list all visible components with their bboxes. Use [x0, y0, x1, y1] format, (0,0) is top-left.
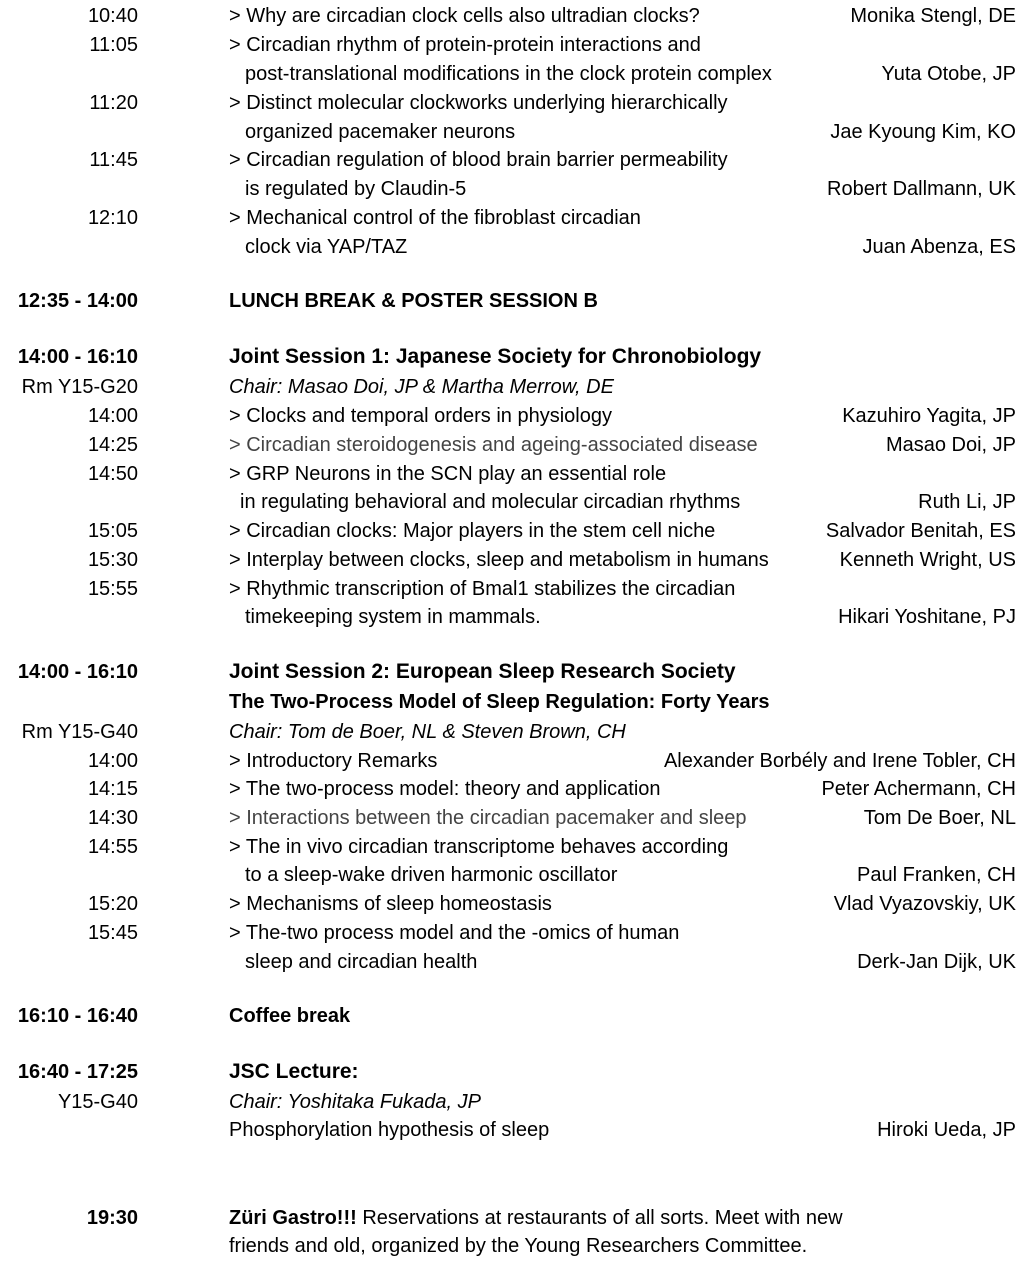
session-time: 16:40 - 17:25 [17, 1061, 138, 1083]
talk-title: > Mechanical control of the fibroblast circadian [229, 207, 641, 229]
talk-time: 10:40 [87, 5, 138, 27]
talk-title-cont: in regulating behavioral and molecular circadian rhythms [240, 491, 741, 513]
talk-speaker: Kenneth Wright, US [839, 549, 1016, 571]
talk-time: 11:05 [89, 34, 138, 56]
talk-title: > The in vivo circadian transcriptome behaves according [229, 836, 729, 858]
talk-title-cont: post-translational modifications in the clock protein complex [245, 63, 772, 85]
talk-title: > Why are circadian clock cells also ultradian clocks? [229, 5, 700, 27]
talk-speaker: Jae Kyoung Kim, KO [830, 121, 1016, 143]
talk-title: > Distinct molecular clockworks underlying hierarchically [229, 92, 728, 114]
session-title: Coffee break [229, 1005, 351, 1027]
talk-time: 14:30 [87, 807, 138, 829]
session-time: 14:00 - 16:10 [17, 661, 138, 683]
talk-speaker: Juan Abenza, ES [862, 236, 1016, 258]
talk-title: > The-two process model and the -omics of human [229, 922, 680, 944]
talk-title: > Clocks and temporal orders in physiology [229, 405, 612, 427]
talk-time: 15:05 [87, 520, 138, 542]
talk-speaker: Alexander Borbély and Irene Tobler, CH [663, 750, 1016, 772]
session-time: 14:00 - 16:10 [17, 346, 138, 368]
talk-speaker: Hiroki Ueda, JP [877, 1119, 1016, 1141]
talk-time: 12:10 [87, 207, 138, 229]
session-time: 19:30 [86, 1207, 138, 1229]
talk-speaker: Hikari Yoshitane, PJ [838, 606, 1016, 628]
session-title: Joint Session 1: Japanese Society for Chronobiology [229, 345, 762, 368]
talk-title-cont: is regulated by Claudin-5 [245, 178, 467, 200]
session-time: 12:35 - 14:00 [17, 290, 138, 312]
talk-time: 15:45 [87, 922, 138, 944]
evening-line-2: friends and old, organized by the Young Researchers Committee. [229, 1235, 808, 1257]
talk-time: 14:00 [87, 405, 138, 427]
talk-speaker: Salvador Benitah, ES [825, 520, 1016, 542]
talk-time: 14:25 [87, 434, 138, 456]
talk-time: 15:20 [87, 893, 138, 915]
talk-speaker: Yuta Otobe, JP [881, 63, 1016, 85]
talk-title: > The two-process model: theory and application [229, 778, 661, 800]
talk-speaker: Derk-Jan Dijk, UK [857, 951, 1016, 973]
talk-time: 15:55 [87, 578, 138, 600]
talk-time: 11:45 [89, 149, 138, 171]
evening-text: Reservations at restaurants of all sorts. Meet with new [356, 1207, 843, 1229]
talk-time: 14:15 [87, 778, 138, 800]
session-chair: Chair: Yoshitaka Fukada, JP [229, 1091, 481, 1113]
talk-time: 14:00 [87, 750, 138, 772]
session-room: Rm Y15-G20 [21, 376, 138, 398]
talk-speaker: Tom De Boer, NL [863, 807, 1016, 829]
talk-speaker: Monika Stengl, DE [850, 5, 1016, 27]
talk-time: 14:50 [87, 463, 138, 485]
talk-title: > Rhythmic transcription of Bmal1 stabilizes the circadian [229, 578, 736, 600]
talk-title-cont: clock via YAP/TAZ [245, 236, 408, 258]
talk-title: > Interplay between clocks, sleep and metabolism in humans [229, 549, 769, 571]
talk-title-cont: timekeeping system in mammals. [245, 606, 541, 628]
talk-time: 11:20 [89, 92, 138, 114]
session-room: Rm Y15-G40 [21, 721, 138, 743]
talk-time: 15:30 [87, 549, 138, 571]
talk-title: > Circadian regulation of blood brain barrier permeability [229, 149, 728, 171]
talk-title: Phosphorylation hypothesis of sleep [229, 1119, 550, 1141]
talk-title: > Mechanisms of sleep homeostasis [229, 893, 552, 915]
session-title: Joint Session 2: European Sleep Research Society [229, 660, 736, 683]
session-title: LUNCH BREAK & POSTER SESSION B [229, 290, 598, 312]
evening-title: Züri Gastro!!! [229, 1207, 357, 1229]
session-subtitle: The Two-Process Model of Sleep Regulation: Forty Years [229, 691, 770, 713]
talk-title-cont: to a sleep-wake driven harmonic oscillator [245, 864, 618, 886]
talk-title: > Introductory Remarks [229, 750, 438, 772]
session-room: Y15-G40 [57, 1091, 138, 1113]
talk-title: > GRP Neurons in the SCN play an essential role [229, 463, 667, 485]
talk-speaker: Ruth Li, JP [918, 491, 1016, 513]
talk-time: 14:55 [87, 836, 138, 858]
session-time: 16:10 - 16:40 [17, 1005, 138, 1027]
talk-speaker: Peter Achermann, CH [821, 778, 1016, 800]
talk-speaker: Kazuhiro Yagita, JP [842, 405, 1016, 427]
talk-speaker: Paul Franken, CH [857, 864, 1016, 886]
talk-speaker: Masao Doi, JP [885, 434, 1016, 456]
talk-title: > Interactions between the circadian pacemaker and sleep [229, 807, 747, 829]
talk-title-cont: organized pacemaker neurons [245, 121, 516, 143]
talk-speaker: Robert Dallmann, UK [827, 178, 1016, 200]
session-chair: Chair: Tom de Boer, NL & Steven Brown, CH [229, 721, 626, 743]
talk-speaker: Vlad Vyazovskiy, UK [833, 893, 1016, 915]
session-title: JSC Lecture: [229, 1060, 359, 1083]
talk-title: > Circadian clocks: Major players in the stem cell niche [229, 520, 716, 542]
talk-title: > Circadian rhythm of protein-protein interactions and [229, 34, 701, 56]
session-chair: Chair: Masao Doi, JP & Martha Merrow, DE [229, 376, 614, 398]
evening-line-1 [229, 1206, 843, 1230]
talk-title: > Circadian steroidogenesis and ageing-associated disease [229, 434, 758, 456]
talk-title-cont: sleep and circadian health [245, 951, 478, 973]
